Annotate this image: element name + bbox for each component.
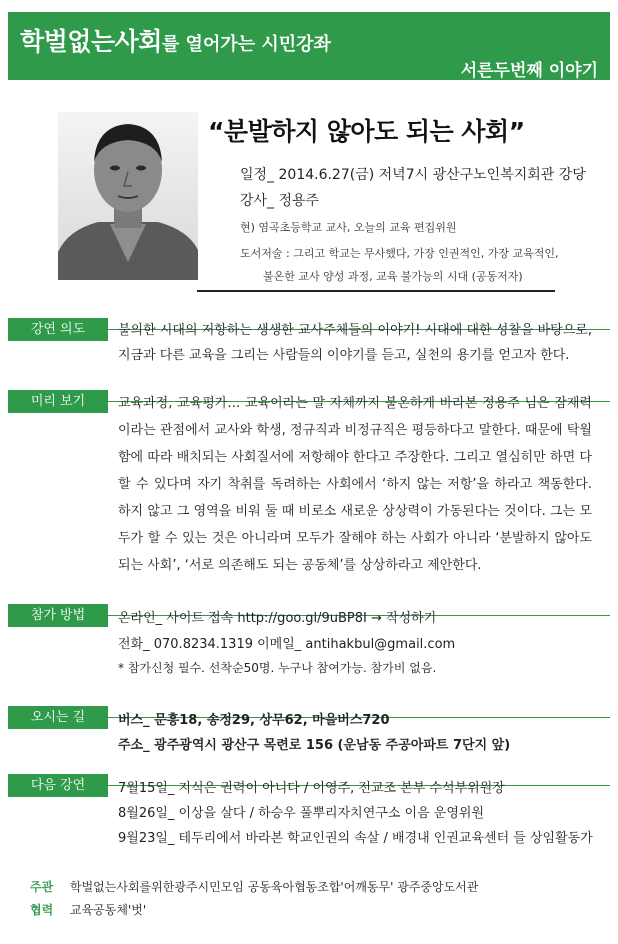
- banner-title-rest: 를 열어가는 시민강좌: [161, 34, 331, 55]
- banner-subtitle: 서른두번째 이야기: [460, 61, 598, 81]
- lecture-speaker: 강사_ 정용주: [240, 193, 320, 209]
- footer-host-label: 주관: [30, 880, 54, 894]
- speaker-photo: [58, 112, 198, 280]
- speaker-books-line2: 불온한 교사 양성 과정, 교육 불가능의 시대 (공동저자): [263, 270, 523, 283]
- apply-notice: * 참가신청 필수. 선착순50명. 누구나 참여가능. 참가비 없음.: [118, 661, 437, 675]
- section-label-preview: 미리 보기: [8, 390, 108, 413]
- speaker-books-line1: 도서저술 : 그리고 학교는 무사했다, 가장 인권적인, 가장 교육적인,: [240, 247, 559, 260]
- lecture-title: “분발하지 않아도 되는 사회”: [208, 117, 525, 146]
- section-label-intent: 강연 의도: [8, 318, 108, 341]
- footer-host-text: 학벌없는사회를위한광주시민모임 공동육아협동조합'어깨동무' 광주중앙도서관: [70, 880, 479, 894]
- section-label-next: 다음 강연: [8, 774, 108, 797]
- footer-coop-label: 협력: [30, 903, 54, 917]
- lecture-schedule: 일정_ 2014.6.27(금) 저녁7시 광산구노인복지회관 강당: [240, 167, 586, 183]
- directions-bus: 버스_ 문흥18, 송정29, 상무62, 마을버스720: [118, 713, 390, 728]
- footer-coop-text: 교육공동체'벗': [70, 903, 147, 917]
- next-lecture-item: 8월26일_ 이상을 살다 / 하승우 풀뿌리자치연구소 이음 운영위원: [118, 806, 485, 821]
- section-label-apply: 참가 방법: [8, 604, 108, 627]
- banner-title-main: 학벌없는사회: [20, 27, 162, 56]
- speaker-position: 현) 염곡초등학교 교사, 오늘의 교육 편집위원: [240, 221, 457, 234]
- preview-text: 교육과정, 교육평가… 교육이라는 말 자체까지 불온하게 바라본 정용주 님은 잠재력이라는 관점에서 교사와 학생, 정규직과 비정규직은 평등하다고 말한다. 때문에 탁월함에 따라 배치되는 사회질서에 저항해야 한다고 주장한다. 그리고 열심히만 하면 다 할 수 있다며 자기 착취를 독려하는 사회에서 ‘하지 않는 저항’을 하라고 책동한다. 하지 않고 그 영역을 비워 둘 때 비로소 새로운 상상력이 가동된다는 것이다. 그는 모두가 할 수 있는 것은 아니라며 모두가 잘해야 하는 사회가 아니라 ‘분발하지 않아도 되는 사회’, ‘서로 의존해도 되는 공동체’를 상상하라고 제안한다.: [118, 396, 592, 573]
- banner-title: [20, 22, 331, 58]
- next-lecture-item: 9월23일_ 테두리에서 바라본 학교인권의 속살 / 배경내 인권교육센터 들 상임활동가: [118, 831, 593, 846]
- intent-text: 불의한 시대의 저항하는 생생한 교사주체들의 이야기! 시대에 대한 성찰을 바탕으로, 지금과 다른 교육을 그리는 사람들의 이야기를 듣고, 실천의 용기를 얻고자 한다.: [118, 323, 592, 363]
- directions-address: 주소_ 광주광역시 광산구 목련로 156 (운남동 주공아파트 7단지 앞): [118, 738, 511, 753]
- apply-online: 온라인_ 사이트 접속 http://goo.gl/9uBP8I → 작성하기: [118, 611, 437, 626]
- title-divider: [197, 290, 555, 292]
- next-lecture-item: 7월15일_ 지식은 권력이 아니다 / 이영주, 전교조 본부 수석부위원장: [118, 781, 505, 796]
- section-label-directions: 오시는 길: [8, 706, 108, 729]
- apply-contact: 전화_ 070.8234.1319 이메일_ antihakbul@gmail.com: [118, 637, 456, 652]
- speaker-portrait-icon: [58, 112, 198, 280]
- header-banner: [8, 12, 610, 80]
